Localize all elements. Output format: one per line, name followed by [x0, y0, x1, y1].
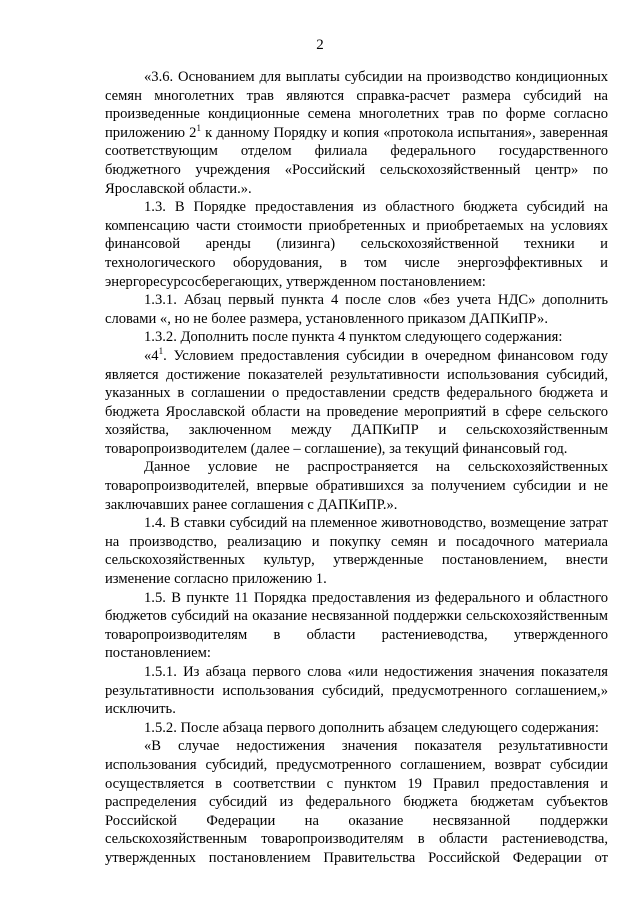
document-body: [105, 68, 608, 868]
paragraph-quote: «В случае недостижения значения показателя результативности использования субсидий, предусмотренного соглашением, возврат субсидии осуществляется в соответствии с пунктом 19 Правил предоставления и распределения субсидий из федерального бюджета бюджетам субъектов Российской Федерации на оказание несвязанной поддержки сельскохозяйственным товаропроизводителям в области растениеводства, утвержденных постановлением Правительства Российской Федерации от: [105, 738, 608, 866]
paragraph-1-5-1: 1.5.1. Из абзаца первого слова «или недостижения значения показателя результативности использования субсидий, предусмотренного соглашением,» исключить.: [105, 664, 608, 718]
paragraph-3-6: «3.6. Основанием для выплаты субсидии на производство кондиционных семян многолетних трав являются справка-расчет размера субсидий на произведенные кондиционные семена многолетних трав по форме согласно приложению $2^1$ к данному Порядку и копия «протокола испытания», заверенная соответствующим отделом филиала федерального государственного бюджетного учреждения «Российский сельскохозяйственный центр» по Ярославской области.».: [105, 69, 609, 197]
paragraph-1-4: 1.4. В ставки субсидий на племенное животноводство, возмещение затрат на производство, реализацию и покупку семян и посадочного материала сельскохозяйственных культур, утвержденные постановлением, внести изменение согласно приложению 1.: [105, 515, 608, 588]
paragraph-1-5: 1.5. В пункте 11 Порядка предоставления из федерального и областного бюджетов субсидий на оказание несвязанной поддержки сельскохозяйственным товаропроизводителям в области растениеводства, утвержденного постановлением:: [105, 589, 608, 662]
paragraph-1-3-1: 1.3.1. Абзац первый пункта 4 после слов «без учета НДС» дополнить словами «, но не более размера, установленного приказом ДАПКиПР».: [105, 292, 608, 327]
paragraph-condition: Данное условие не распространяется на сельскохозяйственных товаропроизводителей, впервые обратившихся за получением субсидии и не заключавших ранее соглашения с ДАПКиПР.».: [105, 459, 608, 513]
paragraph-4-1: «$4^1$. Условием предоставления субсидии в очередном финансовом году является достижение показателей результативности использования субсидий, указанных в соглашении о предоставлении средств федерального бюджета и бюджета Ярославской области на проведение мероприятий в сфере сельского хозяйства, заключенном между ДАПКиПР и сельскохозяйственным товаропроизводителем (далее – соглашение), за текущий финансовый год.: [105, 345, 608, 457]
paragraph-1-5-2: 1.5.2. После абзаца первого дополнить абзацем следующего содержания:: [144, 719, 599, 736]
page-number: 2: [316, 37, 324, 53]
paragraph-1-3-2: 1.3.2. Дополнить после пункта 4 пунктом следующего содержания:: [144, 329, 563, 346]
paragraph-1-3: 1.3. В Порядке предоставления из областного бюджета субсидий на компенсацию части стоимости приобретенных и приобретаемых на условиях финансовой аренды (лизинга) сельскохозяйственной техники и технологического оборудования, в том числе энергоэффективных и энергоресурсосберегающих, утвержденном постановлением:: [105, 199, 608, 290]
